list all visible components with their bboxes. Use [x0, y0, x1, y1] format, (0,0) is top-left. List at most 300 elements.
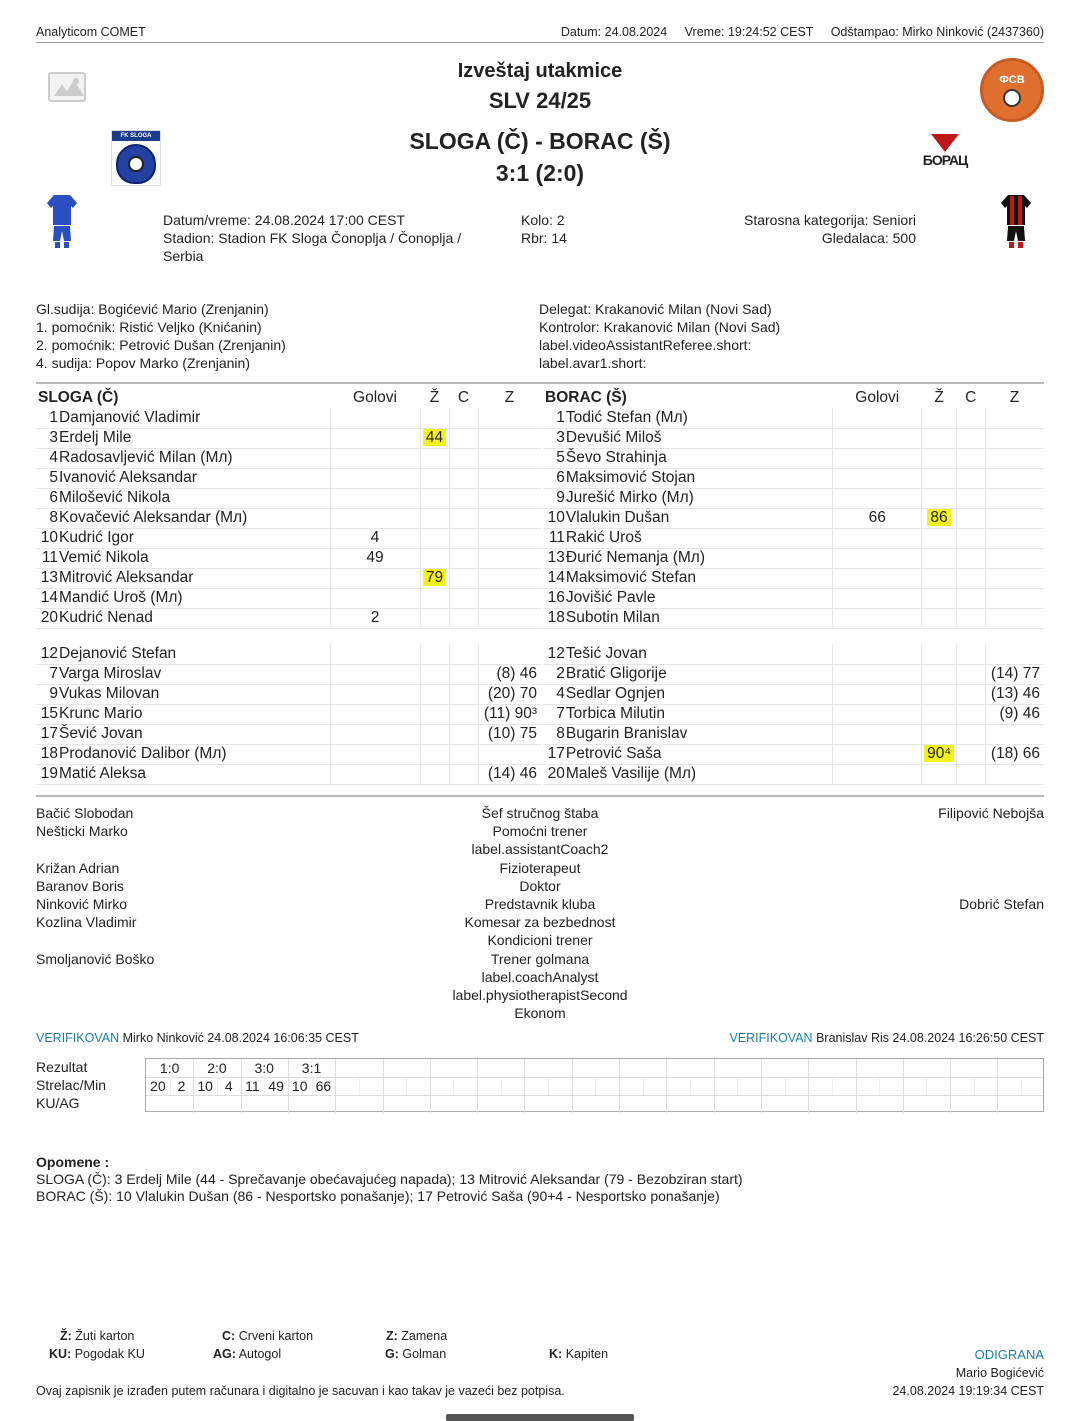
sub-player-row	[543, 724, 1044, 744]
player-number: 3	[36, 428, 58, 448]
player-name: Devušić Miloš	[565, 428, 833, 448]
player-red	[449, 448, 478, 468]
staff-role: Ekonom	[514, 1005, 566, 1022]
referees-list	[36, 300, 286, 372]
match-status: ODIGRANA	[974, 1347, 1044, 1362]
yellow-card-badge: 44	[423, 429, 446, 446]
player-row	[36, 588, 541, 608]
player-red	[957, 508, 986, 528]
home-kit-icon	[46, 193, 78, 249]
staff-role: Komesar za bezbednost	[464, 914, 616, 931]
spacer-cell	[922, 628, 957, 644]
timeline-score: 3:0	[254, 1060, 274, 1076]
staff-row	[36, 913, 1044, 931]
player-red	[449, 488, 478, 508]
staff-role: label.assistantCoach2	[471, 841, 609, 858]
legend-key: KU:	[49, 1347, 72, 1361]
referee-assistant-2: 2. pomoćnik: Petrović Dušan (Zrenjanin)	[36, 337, 286, 353]
player-name: Todić Stefan (Mл)	[565, 408, 833, 428]
player-name: Vlalukin Dušan	[565, 508, 833, 528]
sub-player-row	[36, 724, 541, 744]
sub-player-row	[36, 764, 541, 784]
player-sub	[478, 548, 541, 568]
player-sub	[985, 744, 1044, 764]
player-yellow	[420, 724, 449, 744]
divider	[36, 382, 1044, 384]
player-row	[36, 528, 541, 548]
player-number: 3	[543, 428, 565, 448]
staff-role: Predstavnik kluba	[484, 895, 596, 912]
lineup-header-row	[36, 388, 541, 408]
timeline-half-line	[737, 1077, 738, 1095]
timeline-col-line	[619, 1059, 620, 1113]
age-category: Starosna kategorija: Seniori	[744, 212, 916, 228]
player-goals	[330, 684, 420, 704]
player-goals	[833, 568, 922, 588]
match-round: Kolo: 2	[521, 212, 565, 228]
yellow-card-badge: 90⁴	[924, 745, 954, 762]
legend-key: AG:	[213, 1347, 236, 1361]
spacer-cell	[478, 628, 541, 644]
player-name: Bratić Gligorije	[565, 664, 833, 684]
player-row	[36, 428, 541, 448]
var-label: label.videoAssistantReferee.short:	[539, 337, 752, 353]
spacer-cell	[565, 628, 833, 644]
player-goals	[330, 428, 420, 448]
player-yellow	[420, 508, 449, 528]
player-name: Radosavljević Milan (Mл)	[58, 448, 330, 468]
player-red	[957, 488, 986, 508]
player-name: Jurešić Mirko (Mл)	[565, 488, 833, 508]
player-name: Milošević Nikola	[58, 488, 330, 508]
player-red	[957, 448, 986, 468]
player-goals	[833, 408, 922, 428]
sub-player-row	[36, 664, 541, 684]
staff-row	[36, 840, 1044, 858]
staff-role: label.physiotherapistSecond	[452, 986, 628, 1003]
signed-at: 24.08.2024 19:19:34 CEST	[892, 1384, 1044, 1398]
away-kit-icon	[1000, 193, 1032, 249]
timeline-labels	[36, 1058, 106, 1112]
player-yellow	[420, 684, 449, 704]
referee-fourth: 4. sudija: Popov Marko (Zrenjanin)	[36, 355, 250, 371]
player-goals: 2	[330, 608, 420, 628]
timeline-half-line	[785, 1077, 786, 1095]
player-row	[543, 488, 1044, 508]
print-time: Vreme: 19:24:52 CEST	[684, 25, 814, 39]
legend-value: Crveni karton	[238, 1329, 314, 1343]
spacer-cell	[449, 628, 478, 644]
column-yellow: Ž	[934, 389, 944, 406]
column-yellow: Ž	[429, 389, 440, 406]
sub-player-row	[543, 704, 1044, 724]
player-name: Šević Jovan	[58, 724, 330, 744]
timeline-half-line	[406, 1077, 407, 1095]
sub-minute: 90³	[514, 705, 537, 722]
match-stadium-country: Serbia	[163, 248, 204, 264]
player-name: Maleš Vasilije (Mл)	[565, 764, 833, 784]
player-goals	[833, 588, 922, 608]
spacer-cell	[330, 628, 420, 644]
column-goals: Golovi	[855, 389, 900, 406]
legend-sub	[386, 1329, 447, 1343]
divider	[36, 795, 1044, 797]
player-red	[957, 588, 986, 608]
timeline-grid	[145, 1058, 1044, 1112]
delegate: Delegat: Krakanović Milan (Novi Sad)	[539, 301, 772, 317]
legend-penalty	[49, 1347, 145, 1361]
player-number: 1	[36, 408, 58, 428]
timeline-minute: 49	[268, 1078, 284, 1094]
player-goals	[833, 428, 922, 448]
player-yellow	[922, 764, 957, 784]
home-verified-by: Mirko Ninković 24.08.2024 16:06:35 CEST	[122, 1031, 359, 1045]
player-number: 14	[36, 588, 58, 608]
timeline-col-line	[666, 1059, 667, 1113]
player-red	[957, 704, 986, 724]
legend-key: Ž:	[60, 1329, 72, 1343]
timeline-col-line	[572, 1059, 573, 1113]
player-number: 13	[543, 548, 565, 568]
player-number: 6	[36, 488, 58, 508]
timeline-half-line	[1021, 1077, 1022, 1095]
player-row	[36, 448, 541, 468]
player-sub	[478, 644, 541, 664]
referee-assistant-1: 1. pomoćnik: Ristić Veljko (Knićanin)	[36, 319, 262, 335]
avar-label: label.avar1.short:	[539, 355, 647, 371]
player-number: 5	[36, 468, 58, 488]
player-yellow	[922, 528, 957, 548]
player-row	[543, 588, 1044, 608]
legend-value: Žuti karton	[75, 1329, 135, 1343]
player-name: Vemić Nikola	[58, 548, 330, 568]
match-rbr: Rbr: 14	[521, 230, 567, 246]
player-number: 14	[543, 568, 565, 588]
player-goals	[330, 724, 420, 744]
player-red	[957, 528, 986, 548]
player-number: 1	[543, 408, 565, 428]
player-yellow	[420, 408, 449, 428]
sub-minute: 46	[519, 765, 537, 782]
player-yellow	[420, 704, 449, 724]
player-name: Maksimović Stojan	[565, 468, 833, 488]
player-row	[36, 508, 541, 528]
column-goals: Golovi	[353, 389, 397, 406]
player-goals	[330, 448, 420, 468]
player-row	[543, 428, 1044, 448]
player-row	[36, 408, 541, 428]
spacer-row	[543, 628, 1044, 644]
sub-player-row	[543, 644, 1044, 664]
player-row	[36, 568, 541, 588]
player-goals: 66	[833, 508, 922, 528]
player-number: 4	[36, 448, 58, 468]
player-sub	[985, 764, 1044, 784]
spacer-row	[36, 628, 541, 644]
staff-role: Pomoćni trener	[492, 823, 588, 840]
home-lineup-table	[36, 388, 541, 785]
sub-player-row	[36, 704, 541, 724]
player-red	[449, 704, 478, 724]
player-goals	[833, 548, 922, 568]
printed-by: Odštampao: Mirko Ninković (2437360)	[830, 25, 1044, 39]
player-number: 20	[36, 608, 58, 628]
player-number: 18	[543, 608, 565, 628]
sub-player-row	[36, 644, 541, 664]
player-sub	[985, 408, 1044, 428]
player-red	[449, 684, 478, 704]
player-number: 17	[36, 724, 58, 744]
player-sub	[985, 488, 1044, 508]
player-red	[449, 408, 478, 428]
scroll-indicator[interactable]	[446, 1414, 634, 1421]
sub-player-row	[543, 764, 1044, 784]
player-yellow	[420, 664, 449, 684]
spacer-cell	[420, 628, 449, 644]
player-goals: 49	[330, 548, 420, 568]
brand-name: Analyticom COMET	[36, 25, 146, 39]
player-name: Prodanović Dalibor (Mл)	[58, 744, 330, 764]
player-name: Ivanović Aleksandar	[58, 468, 330, 488]
fsv-logo-text: ФСВ	[999, 73, 1025, 86]
player-name: Matić Aleksa	[58, 764, 330, 784]
player-row	[543, 548, 1044, 568]
player-name: Tešić Jovan	[565, 644, 833, 664]
player-red	[957, 548, 986, 568]
sub-player-row	[543, 744, 1044, 764]
sub-for-number: (20)	[487, 685, 516, 702]
player-row	[36, 548, 541, 568]
player-name: Varga Miroslav	[58, 664, 330, 684]
player-sub	[985, 508, 1044, 528]
player-sub	[478, 588, 541, 608]
timeline-half-line	[359, 1077, 360, 1095]
sub-for-number: (14)	[990, 665, 1019, 682]
player-yellow	[922, 724, 957, 744]
spacer-cell	[58, 628, 330, 644]
away-verified-by: Branislav Ris 24.08.2024 16:26:50 CEST	[816, 1031, 1044, 1045]
team-name: SLOGA (Č)	[38, 389, 119, 406]
player-sub	[478, 608, 541, 628]
footer-disclaimer: Ovaj zapisnik je izrađen putem računara i digitalno je sacuvan i kao takav je vazeći bez potpisa.	[36, 1384, 565, 1398]
player-sub	[478, 684, 541, 704]
timeline-minute: 4	[224, 1078, 233, 1094]
player-red	[957, 428, 986, 448]
legend-captain	[549, 1347, 608, 1361]
player-yellow	[922, 744, 957, 764]
player-red	[449, 744, 478, 764]
player-number: 13	[36, 568, 58, 588]
player-number: 11	[36, 548, 58, 568]
timeline-half-line	[643, 1077, 644, 1095]
player-goals: 4	[330, 528, 420, 548]
player-number: 7	[36, 664, 58, 684]
staff-row	[36, 804, 1044, 822]
player-yellow	[420, 488, 449, 508]
player-red	[449, 528, 478, 548]
timeline-scorer-number: 10	[291, 1078, 308, 1094]
player-number: 8	[543, 724, 565, 744]
player-goals	[833, 644, 922, 664]
print-meta	[547, 25, 1044, 39]
signed-by: Mario Bogićević	[955, 1366, 1044, 1380]
player-yellow	[922, 644, 957, 664]
spacer-cell	[985, 628, 1044, 644]
player-red	[957, 468, 986, 488]
player-yellow	[922, 568, 957, 588]
player-name: Torbica Milutin	[565, 704, 833, 724]
player-red	[449, 568, 478, 588]
borac-logo-text: БОРАЦ	[922, 152, 968, 168]
timeline-col-line	[997, 1059, 998, 1113]
player-sub	[985, 644, 1044, 664]
staff-home-name: Križan Adrian	[36, 859, 120, 876]
staff-home-name: Baranov Boris	[36, 877, 124, 894]
timeline-label-scorer: Strelac/Min	[36, 1077, 107, 1093]
sub-for-number: (13)	[990, 685, 1019, 702]
sub-for-number: (14)	[487, 765, 516, 782]
player-name: Jovišić Pavle	[565, 588, 833, 608]
player-name: Erdelj Mile	[58, 428, 330, 448]
player-yellow	[420, 644, 449, 664]
player-goals	[330, 568, 420, 588]
player-sub	[985, 448, 1044, 468]
player-sub	[985, 428, 1044, 448]
player-sub	[985, 528, 1044, 548]
timeline-scorer-number: 20	[150, 1078, 166, 1094]
sub-minute: 70	[519, 685, 537, 702]
player-yellow	[420, 428, 449, 448]
player-goals	[833, 684, 922, 704]
player-red	[957, 568, 986, 588]
player-goals	[330, 468, 420, 488]
player-yellow	[922, 548, 957, 568]
player-goals	[833, 468, 922, 488]
timeline-score: 1:0	[159, 1060, 180, 1076]
timeline-col-line	[856, 1059, 857, 1113]
team-name: BORAC (Š)	[545, 389, 627, 406]
player-row	[36, 468, 541, 488]
player-goals	[833, 448, 922, 468]
player-sub	[478, 468, 541, 488]
player-yellow	[420, 448, 449, 468]
staff-row	[36, 950, 1044, 968]
player-yellow	[922, 448, 957, 468]
staff-role: Trener golmana	[490, 950, 590, 967]
timeline-col-line	[477, 1059, 478, 1113]
match-round-info	[521, 211, 567, 247]
sub-player-row	[36, 684, 541, 704]
player-name: Sedlar Ognjen	[565, 684, 833, 704]
player-red	[957, 644, 986, 664]
player-goals	[330, 704, 420, 724]
player-sub	[478, 448, 541, 468]
player-yellow	[420, 548, 449, 568]
sub-minute: 75	[519, 725, 537, 742]
cautions-home: SLOGA (Č): 3 Erdelj Mile (44 - Sprečavanje obećavajućeg napada); 13 Mitrović Aleksandar (79 - Bezobziran start)	[36, 1171, 743, 1187]
player-red	[957, 684, 986, 704]
player-goals	[833, 704, 922, 724]
player-goals	[330, 488, 420, 508]
player-sub	[478, 528, 541, 548]
player-sub	[985, 664, 1044, 684]
match-datetime-stadium	[163, 211, 461, 265]
player-row	[543, 568, 1044, 588]
player-number: 8	[36, 508, 58, 528]
staff-row	[36, 931, 1044, 949]
player-row	[543, 508, 1044, 528]
player-number: 10	[543, 508, 565, 528]
player-red	[449, 724, 478, 744]
player-red	[449, 468, 478, 488]
column-sub: Z	[1009, 389, 1020, 406]
legend-value: Kapiten	[565, 1347, 609, 1361]
staff-home-name: Ninković Mirko	[36, 895, 128, 912]
staff-role: Fizioterapeut	[499, 859, 581, 876]
timeline-col-line	[714, 1059, 715, 1113]
legend-key: G:	[385, 1347, 399, 1361]
sub-player-row	[36, 744, 541, 764]
home-verification	[36, 1031, 359, 1045]
player-row	[543, 408, 1044, 428]
player-red	[957, 744, 986, 764]
player-goals	[833, 528, 922, 548]
referee-main: Gl.sudija: Bogićević Mario (Zrenjanin)	[36, 301, 269, 317]
player-yellow	[922, 664, 957, 684]
player-name: Đurić Nemanja (Mл)	[565, 548, 833, 568]
timeline-half-line	[548, 1077, 549, 1095]
player-name: Kudrić Nenad	[58, 608, 330, 628]
timeline-scorer-number: 11	[245, 1078, 260, 1094]
sub-for-number: (18)	[990, 745, 1019, 762]
player-goals	[330, 664, 420, 684]
timeline-half-line	[832, 1077, 833, 1095]
timeline-half-line	[690, 1077, 691, 1095]
player-red	[449, 664, 478, 684]
staff-role: Doktor	[519, 877, 561, 894]
legend-key: C:	[222, 1329, 236, 1343]
player-yellow	[420, 608, 449, 628]
player-sub	[478, 744, 541, 764]
player-number: 9	[543, 488, 565, 508]
player-goals	[833, 664, 922, 684]
timeline-row-line	[146, 1095, 1043, 1096]
player-goals	[330, 408, 420, 428]
player-row	[543, 448, 1044, 468]
player-number: 9	[36, 684, 58, 704]
player-name: Vukas Milovan	[58, 684, 330, 704]
sub-player-row	[543, 684, 1044, 704]
player-number: 15	[36, 704, 58, 724]
player-name: Maksimović Stefan	[565, 568, 833, 588]
player-name: Bugarin Branislav	[565, 724, 833, 744]
player-goals	[330, 644, 420, 664]
legend-value: Golman	[402, 1347, 447, 1361]
player-number: 10	[36, 528, 58, 548]
sub-minute: 46	[519, 665, 537, 682]
lineup-header-row	[543, 388, 1044, 408]
player-sub	[478, 704, 541, 724]
legend-key: Z:	[386, 1329, 398, 1343]
sub-for-number: (9)	[999, 705, 1019, 722]
sub-player-row	[543, 664, 1044, 684]
legend-key: K:	[549, 1347, 563, 1361]
sloga-logo-text: FK SLOGA	[112, 131, 160, 141]
staff-list	[36, 804, 1044, 1022]
timeline-col-line	[761, 1059, 762, 1113]
timeline-col-line	[808, 1059, 809, 1113]
player-number: 20	[543, 764, 565, 784]
